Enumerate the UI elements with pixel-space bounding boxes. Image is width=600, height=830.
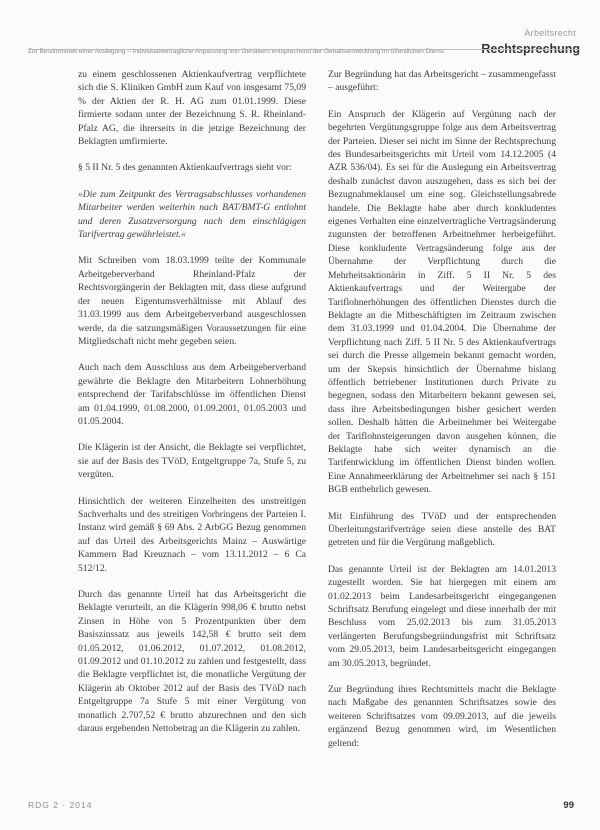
- paragraph: Zur Begründung ihres Rechtsmittels macht die Beklagte nach Maßgabe des genannten Schriftsatzes sowie des weiteren Schriftsatzes vom 09.09.2013, auf die jeweils ergänzend Bezug genommen wird, im Wesentlichen geltend:: [328, 684, 556, 749]
- paragraph: zu einem geschlossenen Aktienkaufvertrag verpflichtete sich die S. Kliniken GmbH zum Kauf von insgesamt 75,09 % der Aktien der R. H. AG zum 01.01.1999. Diese firmierte sodann unter der Bezeichnung S. R. Rheinland-Pfalz AG, die ihrerseits in die jetzige Bezeichnung der Beklagten umfirmierte.: [78, 69, 306, 148]
- left-column: [78, 68, 306, 748]
- paragraph: Das genannte Urteil ist der Beklagten am 14.01.2013 zugestellt worden. Sie hat hiergegen mit einem am 01.02.2013 beim Landesarbeitsgericht eingegangenen Schriftsatz Berufung eingelegt und diese innerhalb der mit Beschluss vom 25.02.2013 bis zum 31.05.2013 verlängerten Berufungsbegründungsfrist mit Schriftsatz vom 29.05.2013, beim Landesarbeitsgericht eingegangen am 30.05.2013, begründet.: [328, 563, 556, 669]
- journal-name: RDG 2 · 2014: [28, 800, 93, 810]
- paragraph: Zur Begründung hat das Arbeitsgericht – zusammengefasst – ausgeführt:: [328, 69, 556, 94]
- page-footer: [28, 800, 580, 816]
- running-title: Rechtsprechung: [481, 42, 580, 56]
- section-tag: Arbeitsrecht: [524, 28, 576, 38]
- paragraph: Die Klägerin ist der Ansicht, die Beklagte sei verpflichtet, sie auf der Basis des TVöD, Entgeltgruppe 7a, Stufe 5, zu vergüten.: [78, 442, 306, 481]
- running-description: Zur Bestimmtheit einer Auslegung – Individualvertragliche Anpassung von Gehältern entsprechend der Gehaltsentwicklung im öffentlichen Dienst: [28, 48, 444, 55]
- page-header: [28, 28, 580, 58]
- contract-quote: »Die zum Zeitpunkt des Vertragsabschlusses vorhandenen Mitarbeiter werden weiterhin nach BAT/BMT-G entlohnt und deren Zusatzversorgung nach dem einschlägigen Tarifvertrag gewährleistet.«: [78, 188, 306, 241]
- header-divider: [28, 49, 580, 50]
- paragraph: Durch das genannte Urteil hat das Arbeitsgericht die Beklagte verurteilt, an die Klägerin 998,06 € brutto nebst Zinsen in Höhe von 5 Prozentpunkten über dem Basiszinssatz aus jeweils 142,58 € brutto seit dem 01.05.2012, 01.06.2012, 01.07.2012, 01.08.2012, 01.09.2012 und 01.10.2012 zu zahlen und festgestellt, dass die Beklagte verpflichtet ist, die monatliche Vergütung der Klägerin ab Oktober 2012 auf der Basis des TVöD nach Entgeltgruppe 7a Stufe 5 mit einer Vergütung von monatlich 2.707,52 € brutto abzurechnen und den sich daraus ergebenden Nettobetrag an die Klägerin zu zahlen.: [78, 589, 306, 735]
- paragraph: Ein Anspruch der Klägerin auf Vergütung nach der begehrten Vergütungsgruppe folge aus dem Arbeitsvertrag der Parteien. Dieser sei nicht im Sinne der Rechtsprechung des Bundesarbeitsgerichts mit Urteil vom 14.12.2005 (4 AZR 536/04). Es sei für die Auslegung ein Arbeitsvertrag deshalb zunächst davon auszugehen, dass es sich bei der Bezugnahmeklausel um eine sog. Gleichstellungsabrede handele. Die Beklagte habe aber durch konkludentes eigenes Verhalten eine einzelvertragliche Vertragsänderung zugunsten der betroffenen Arbeitnehmer herbeigeführt. Diese konkludente Vertragsänderung folge aus der Übernahme der Verpflichtung durch die Mehrheitsaktionärin in Ziff. 5 II Nr. 5 des Aktienkaufvertrags und der Weitergabe der Tariflohnerhöhungen des öffentlichen Dienstes durch die Beklagte an die Mitbeschäftigten im Zeitraum zwischen dem 31.03.1999 und 01.04.2004. Die Übernahme der Verpflichtung nach Ziff. 5 II Nr. 5 des Aktienkaufvertrags sei durch die Presse allgemein bekannt gemacht worden, um der Skepsis hinsichtlich der Übernahme bislang öffentlich betriebener Institutionen durch Private zu begegnen, sodass den Mitarbeitern bekannt gewesen sei, dass ihre Arbeitsbedingungen bisher gesichert werden sollen. Deshalb hätten die Arbeitnehmer bei Weitergabe der Tariflohnsteigerungen davon ausgehen können, die Beklagte habe sich weiter dynamisch an die Tarifentwicklung im öffentlichen Dienst binden wollen. Eine Annahmeerklärung der Arbeitnehmer sei nach § 151 BGB entbehrlich gewesen.: [328, 108, 556, 496]
- paragraph: § 5 II Nr. 5 des genannten Aktienkaufvertrags sieht vor:: [78, 162, 292, 174]
- right-column: [328, 68, 556, 763]
- paragraph: Auch nach dem Ausschluss aus dem Arbeitgeberverband gewährte die Beklagte den Mitarbeitern Lohnerhöhung entsprechend der Tarifabschlüsse im öffentlichen Dienst am 01.04.1999, 01.08.2000, 01.09.2001, 01.05.2003 und 01.05.2004.: [78, 362, 306, 427]
- paragraph: Hinsichtlich der weiteren Einzelheiten des unstreitigen Sachverhalts und des streitigen Vorbringens der Parteien I. Instanz wird gemäß § 69 Abs. 2 ArbGG Bezug genommen auf das Urteil des Arbeitsgerichts Mainz – Auswärtige Kammern Bad Kreuznach – vom 13.11.2012 – 6 Ca 512/12.: [78, 495, 306, 574]
- page-number: 99: [563, 800, 574, 811]
- paragraph: Mit Einführung des TVöD und der entsprechenden Überleitungstarifverträge seien diese anstelle des BAT getreten und für die Vergütung maßgeblich.: [328, 510, 556, 549]
- paragraph: Mit Schreiben vom 18.03.1999 teilte der Kommunale Arbeitgeberverband Rheinland-Pfalz der Rechtsvorgängerin der Beklagten mit, dass diese aufgrund der neuen Eigentumsverhältnisse mit Ablauf des 31.03.1999 aus dem Arbeitgeberverband ausgeschlossen werde, da die satzungsmäßigen Voraussetzungen für eine Mitgliedschaft nicht mehr gegeben seien.: [78, 255, 306, 347]
